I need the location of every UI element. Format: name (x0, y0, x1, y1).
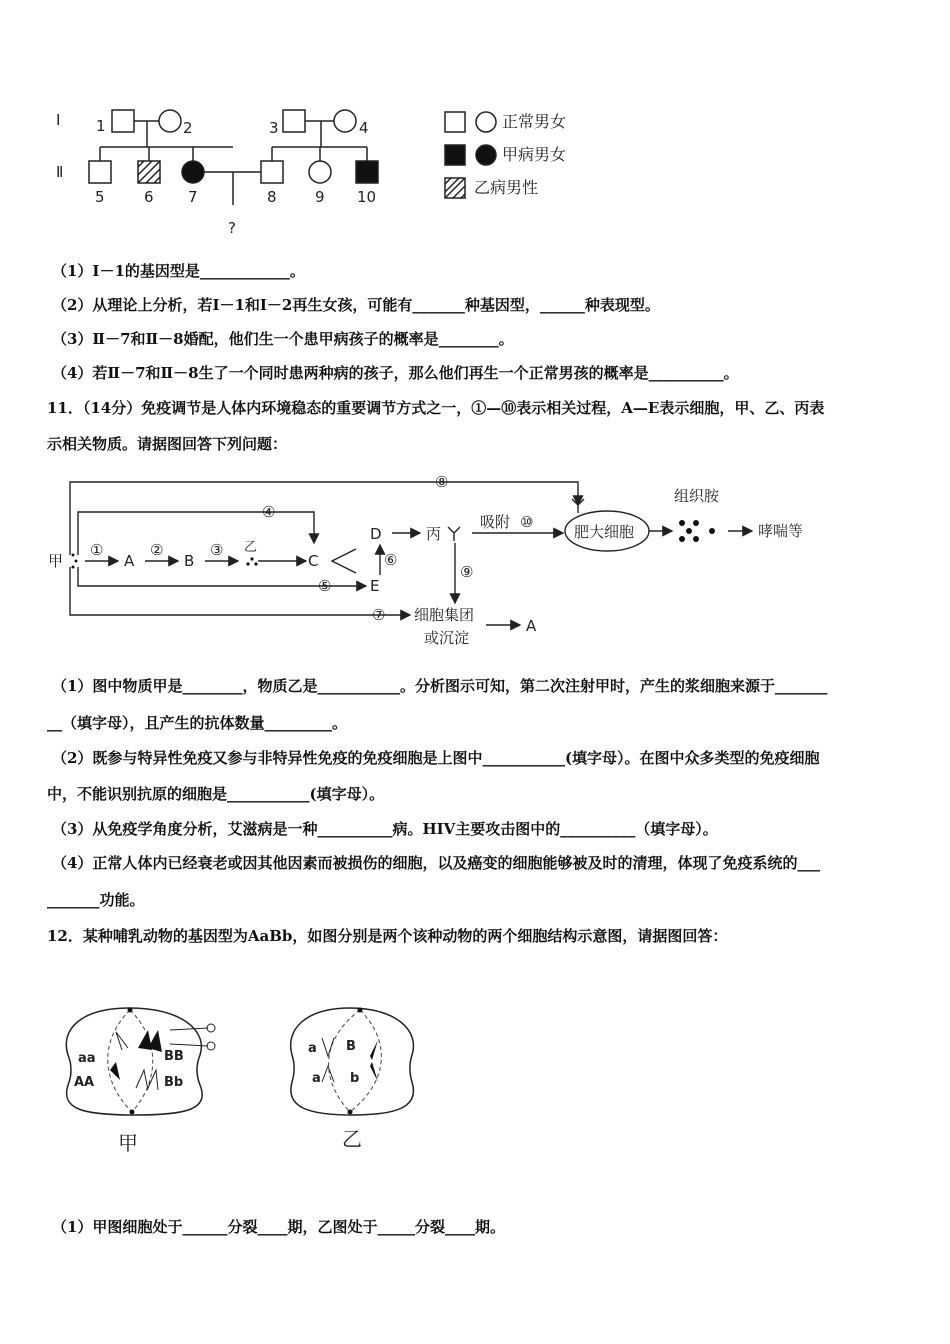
node-C: C (308, 552, 319, 570)
id-4: 4 (359, 119, 369, 137)
id-2: 2 (183, 119, 193, 137)
id-7: 7 (188, 188, 198, 206)
step-10: ⑩ (520, 513, 534, 531)
node-E: E (370, 577, 380, 595)
cell2-allele-b: b (350, 1071, 360, 1086)
individual-5 (89, 161, 111, 183)
step-6: ⑥ (384, 551, 398, 569)
individual-10 (356, 161, 378, 183)
step-4: ④ (262, 503, 276, 521)
id-10: 10 (357, 188, 377, 206)
cell1-allele-BB: BB (164, 1049, 184, 1064)
q12-line-1: （1）甲图细胞处于______分裂____期，乙图处于_____分裂____期。 (52, 1218, 505, 1236)
label-adsorb: 吸附 (480, 513, 511, 531)
node-A-result: A (526, 617, 537, 635)
label-mast-cell: 肥大细胞 (574, 523, 635, 541)
cell-diagram-jia (60, 1000, 240, 1160)
q11-line-3: （2）既参与特异性免疫又参与非特异性免疫的免疫细胞是上图中___________(填字母）。在图中众多类型的免疫细胞 (52, 749, 820, 767)
step-7: ⑦ (372, 606, 386, 624)
individual-4 (334, 110, 356, 132)
node-bing: 丙 (426, 525, 442, 543)
legend-label-disease-b: 乙病男性 (474, 178, 539, 197)
label-cluster-1: 细胞集团 (414, 606, 475, 624)
q10-line-4: （4）若Ⅱ－7和Ⅱ－8生了一个同时患两种病的孩子，那么他们再生一个正常男孩的概率是__________。 (52, 364, 739, 382)
legend-label-normal: 正常男女 (502, 112, 567, 131)
unknown-child: ? (228, 219, 236, 237)
node-A: A (124, 552, 135, 570)
legend-label-disease-a: 甲病男女 (502, 145, 567, 164)
label-asthma: 哮喘等 (758, 522, 804, 540)
generation-1-label: Ⅰ (56, 111, 61, 129)
cell2-allele-B: B (346, 1039, 356, 1054)
cell2-allele-a-bottom: a (312, 1071, 321, 1086)
legend-normal-male (445, 112, 465, 132)
individual-7 (182, 161, 204, 183)
q11-intro-2: 示相关物质。请据图回答下列问题： (47, 435, 288, 453)
immune-diagram (40, 465, 840, 655)
cell1-allele-aa: aa (78, 1051, 96, 1066)
step-5: ⑤ (318, 577, 332, 595)
q11-line-7: _______功能。 (47, 891, 145, 909)
q11-line-1: （1）图中物质甲是________，物质乙是___________。分析图示可知，第二次注射甲时，产生的浆细胞来源于_______ (52, 677, 828, 695)
node-D: D (370, 525, 382, 543)
step-2: ② (150, 541, 164, 559)
id-5: 5 (95, 188, 105, 206)
id-1: 1 (96, 117, 106, 135)
histamine-granules (679, 520, 715, 542)
individual-9 (309, 161, 331, 183)
step-3: ③ (210, 541, 224, 559)
individual-8 (261, 161, 283, 183)
node-jia: 甲 (48, 552, 64, 570)
q11-line-4: 中，不能识别抗原的细胞是___________(填字母）。 (47, 785, 385, 803)
node-B: B (184, 552, 195, 570)
q12-intro: 12．某种哺乳动物的基因型为AaBb，如图分别是两个该种动物的两个细胞结构示意图，请据图回答： (47, 927, 728, 945)
id-8: 8 (267, 188, 277, 206)
cell2-label: 乙 (342, 1127, 362, 1151)
individual-3 (283, 110, 305, 132)
id-9: 9 (315, 188, 325, 206)
q10-line-1: （1）Ⅰ－1的基因型是____________。 (52, 262, 305, 280)
q10-line-3: （3）Ⅱ－7和Ⅱ－8婚配，他们生一个患甲病孩子的概率是________。 (52, 330, 514, 348)
label-histamine: 组织胺 (674, 487, 720, 505)
q11-line-6: （4）正常人体内已经衰老或因其他因素而被损伤的细胞，以及癌变的细胞能够被及时的清理，体现了免疫系统的___ (52, 854, 820, 872)
individual-2 (159, 110, 181, 132)
step-1: ① (90, 541, 104, 559)
cell1-allele-AA: AA (74, 1075, 95, 1090)
legend-normal-female (476, 112, 496, 132)
step-9: ⑨ (460, 563, 474, 581)
step-8: ⑧ (435, 473, 449, 491)
cell1-label: 甲 (118, 1131, 138, 1155)
legend-disease-a-female (476, 145, 496, 165)
legend-disease-a-male (445, 145, 465, 165)
id-3: 3 (269, 119, 279, 137)
generation-2-label: Ⅱ (56, 163, 64, 181)
q11-line-2: __（填字母），且产生的抗体数量_________。 (47, 714, 348, 732)
node-yi: 乙 (244, 540, 258, 555)
q11-line-5: （3）从免疫学角度分析，艾滋病是一种__________病。HIV主要攻击图中的__________（填字母）。 (52, 820, 718, 838)
id-6: 6 (144, 188, 154, 206)
cell-diagram-yi (280, 1000, 430, 1160)
q11-intro-1: 11．（14分）免疫调节是人体内环境稳态的重要调节方式之一，①—⑩表示相关过程，A—E表示细胞，甲、乙、丙表 (47, 399, 825, 417)
q10-line-2: （2）从理论上分析，若Ⅰ－1和Ⅰ－2再生女孩，可能有_______种基因型，______种表现型。 (52, 296, 660, 314)
cell1-allele-Bb: Bb (164, 1075, 184, 1090)
label-cluster-2: 或沉淀 (424, 629, 470, 647)
pedigree-chart (40, 95, 600, 245)
individual-1 (112, 110, 134, 132)
cell2-allele-a-top: a (308, 1041, 317, 1056)
